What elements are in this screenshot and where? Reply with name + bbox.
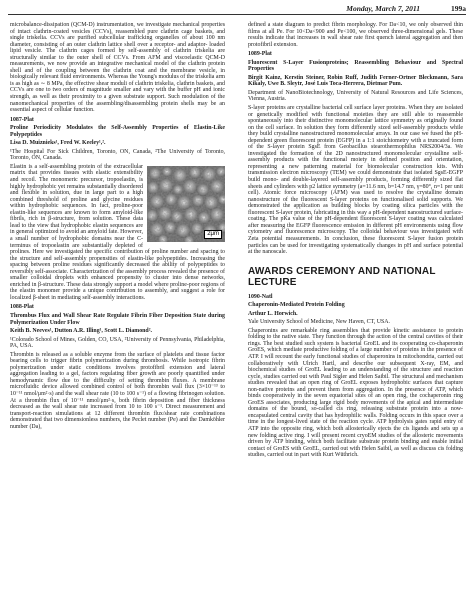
abstract-id-1088: 1088-Plat [10,304,34,311]
header-rule [8,14,466,15]
affiliation-1088: ¹Colorado School of Mines, Golden, CO, USA, ²University of Pennsylvania, Philadelphia, PA, USA. [10,336,225,350]
affiliation-1087: ¹The Hospital For Sick Children, Toronto, ON, Canada, ²The University of Toronto, Toronto, ON, Canada. [10,148,225,162]
section-heading: AWARDS CEREMONY AND NATIONAL LECTURE [248,265,436,288]
left-column [10,22,225,432]
abstract-continuation: microbalance-dissipation (QCM-D) instrumentation, we investigate mechanical properties of intact clathrin-coated vesicles (CCVs), reassembled pure clathrin cage baskets, and single triskelia. CCVs are purified subcellular trafficking organelles of about 100 nm diameter, consisting of an outer clathrin lattice shell over a receptor- and adaptor- loaded lipid vesicle. The clathrin cages formed by self-assembly of clathrin triskelia are structurally similar to the outer shell of CCVs. From AFM and viscoelastic QCM-D measurements, we now provide an integrative mechanical model of the clathrin protein shell and of the coupling between the clathrin coat and the membrane vesicle, in biologically relevant fluid environments. Whereas the Young's modulus of the triskelia arm is as high as ∼ 8 MPa, the effective shear moduli of clathrin triskelia, clathrin baskets, and CCVs are one to two orders of magnitude smaller and vary with the buffer pH and ionic strength, as well as their proximity to a given substrate support. Such modulation of the nanomechanical properties of the assembling/disassembling protein shells may be an essential aspect of cellular function. [10,22,225,114]
page-number: 199a [451,4,466,13]
affiliation-1090: Yale University School of Medicine, New Haven, CT, USA. [248,319,390,326]
abstract-body-1089: S-layer proteins are crystalline bacterial cell surface layer proteins. When they are isolated or genetically modified with functional moieties they are still able to reassemble spontaneously into their distinctive monomolecular lattice symmetry as originally found on the cell surface. In solution they form differently sized self-assembly products while they build crystalline nanostructured monomolecular arrays. In our case we fused the pH-dependent green fluorescent protein (EGFP) in a 1:1 stoichiometry with a truncated form of the S-layer protein SgsE from Geobacillus stearothermophilus NRS2004/3a. We investigated the formation of the 2D nanostructured monomolecular crystalline self-assembly products with the functional moiety in defined position and orientation, representing a new patterning material for biomolecular construction kits. With transmission electron microscopy (TEM) we could demonstrate that isolated SgsE-EGFP build mono- and double-layered self-assembly products, forming differently sized flat sheets and cylinders with p2 lattice symmetry (a=11.6 nm, b=14.7 nm, γ=80°, n=1 per unit cell). Atomic force microscopy (AFM) was used to resolve the crystalline domain nanostructure of the fluorescent S-layer proteins on functionalised solid supports. We demonstrated the application as building blocks by coating silica particles with the fluorescent S-layer protein, fabricating in this way a pH-dependent nanostructured surface-coating. The pKa value of the pH-dependent fluorescent S-layer coating was calculated after measuring the EGFP fluorescence emission in different pH environments using flow cytometry and fluorescence microscopy. The colloidal behaviour was investigated with Zeta potential measurements. In conclusion, these fluorescent S-layer fusion protein particles can be used for investigating systematically changes in pH and surface potential at the nanoscale. [248,105,463,256]
authors-1088: Keith B. Neeves¹, Dutton A.R. Illing¹, Scott L. Diamond². [10,328,152,335]
abstract-title-1090: Chaperonin-Mediated Protein Folding [248,302,345,309]
right-column [248,22,463,461]
authors-1089: Birgit Kainz, Kerstin Steiner, Robin Ruff, Judith Ferner-Ortner Bleckmann, Sara Kikaly, Uwe B. Sleytr, José Luis Toca-Herrera, Dietmar Pum. [248,74,463,88]
abstract-body-1090: Chaperonins are remarkable ring assemblies that provide kinetic assistance to protein folding to the native state. They function through the action of the central cavities of their rings. The best studied such system is bacterial GroEL and its cooperating co-chaperonin GroES, which mediate productive folding of a large number of proteins in the presence of ATP. I will recount the early functional studies of chaperonins in mitochondria, carried out collaboratively with Ulrich Hartl, and describe our subsequent X-ray, EM, and biochemical studies of GroEL leading to an understanding of the structure and reaction cycle, studies carried out with Paul Sigler and Helen Saibil. The structural and mechanism studies revealed that an open ring of GroEL exposes hydrophobic surfaces that capture non-native proteins and prevent them from aggregation. In the presence of ATP, which binds cooperatively in the seven equatorial sites of an open ring, the cochaperonin ring GroES associates, producing large rigid body movements of the apical and intermediate domains of the bound, so-called cis ring, releasing substrate protein into a now-encapsulated central cavity that has hydrophilic walls. Folding occurs in this space over a time in the longest-lived state of the reaction cycle. ATP hydrolysis gates rapid entry of ATP into the opposite ring, which both allosterically ejects the cis ligands and sets up a new folding active ring. I will present recent cryoEM studies of the allosteric movements driven by ATP binding, which both facilitate substrate protein binding and enable initial contact of GroES with GroEL, carried out with Helen Saibil, as well as discuss cis folding studies, carried out in part with Kurt Wüthrich. [248,327,463,459]
abstract-body-1087: Elastin is a self-assembling protein of the extracellular matrix that provides tissues with elastic extensibility and recoil. The monomeric precursor, tropoelastin, is highly hydrophobic yet remains substantially disordered and flexible in solution, due in large part to a high combined threshold of proline and glycine residues within hydrophobic sequences. In fact, proline-poor elastin-like sequences are known to form amyloid-like fibrils, rich in β-structure, from solution. These data lead to the view that hydrophobic elastin sequences are in general optimized to avoid an amyloid fate. However, a small number of hydrophobic domains near the C-terminus of tropoelastin are substantially depleted of prolines. Here we investigated the specific contribution of proline number and spacing to the structure and self-assembly propensities of elastin-like polypeptides. Increasing the spacing between proline residues significantly decreased the ability of polypeptides to reversibly self-associate. Characterization of the assembly process revealed the presence of smaller colloidal droplets with enhanced propensity to cluster into dense networks, enriched in β-structure. These data strongly support a model where proline-poor regions of the elastin monomer provide a unique contribution to assembly, and suggest a role for localized β-sheet in mediating self-assembly interactions. [10,163,225,301]
abstract-title-1088: Thrombus Flux and Wall Shear Rate Regulate Fibrin Fiber Deposition State during Polymerization Under Flow [10,312,225,326]
abstract-continuation-1088: defined a state diagram to predict fibrin morphology. For Da<10, we only observed thin films at all Pe. For 10<Da<900 and Pe<100, we observed three-dimensional gels. These results indicate that increases in wall shear rate first quench lateral aggregation and then protofibril extension. [248,22,463,48]
abstract-body-1088: Thrombin is released as a soluble enzyme from the surface of platelets and tissue factor bearing cells to trigger fibrin polymerization during thrombosis. While isotropic fibrin polymerization under static conditions involves protofibril extension and lateral aggregation leading to a gel, factors regulating fiber growth are poorly quantified under hemodynamic flow due to the difficulty of setting thrombin fluxes. A membrane microfluidic device allowed combined control of both thrombin wall flux (3×10⁻¹³ to 10⁻¹¹ nmol/μm²·s) and the wall shear rate (10 to 100 s⁻¹) of a flowing fibrinogen solution. At a thrombin flux of 10⁻¹¹ nmol/μm²·s, both fibrin deposition and fiber thickness decreased as the wall shear rate increased from 10 to 100 s⁻¹. Direct measurement and transport-reaction simulations at 12 different thrombin flux/shear rate combinations demonstrated that two dimensionless numbers, the Peclet number (Pe) and the Damköhler number (Da), [10,351,225,430]
micrograph-figure [147,166,225,242]
abstract-title-1089: Fluorescent S-Layer Fusionproteins; Reassembling Behaviour and Spectral Properties [248,59,463,73]
authors-1087: Lisa D. Muiznieks¹, Fred W. Keeley¹,². [10,140,106,147]
authors-1090: Arthur L. Horwich. [248,310,298,317]
scale-bar-label: 2μm [204,230,222,239]
abstract-title-1087: Proline Periodicity Modulates the Self-Assembly Properties of Elastin-Like Polypeptides [10,125,225,138]
page-header [0,0,474,24]
abstract-id-1090: 1090-Natl [248,293,273,300]
affiliation-1089: Department of NanoBiotechnology, University of Natural Resources and Life Sciences, Vienna, Austria. [248,89,463,103]
abstract-id-1089: 1089-Plat [248,51,272,58]
running-head: Monday, March 7, 2011 [346,4,420,13]
abstract-id-1087: 1087-Plat [10,116,34,123]
